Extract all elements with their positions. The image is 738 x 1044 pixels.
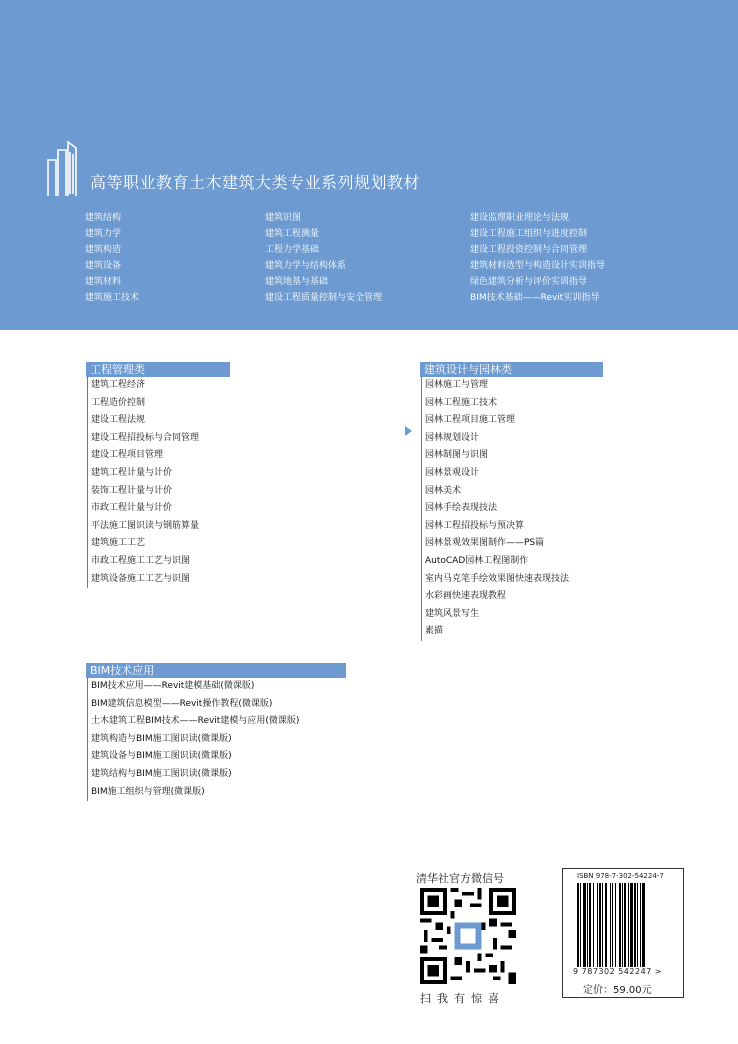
header-item: 建筑力学与结构体系 — [265, 261, 347, 271]
list-item: 园林工程施工技术 — [425, 397, 498, 408]
barcode-panel — [562, 868, 684, 998]
header-column-1 — [85, 210, 139, 306]
building-logo-icon — [46, 140, 80, 196]
engineering-management-section — [86, 362, 230, 588]
list-item: 建筑施工工艺 — [91, 538, 146, 549]
list-item: AutoCAD园林工程图制作 — [425, 555, 529, 566]
list-item: 建筑结构与BIM施工图识读(微课版) — [91, 768, 232, 779]
list-item: 建筑工程计量与计价 — [91, 467, 173, 478]
list-item: 建筑设备施工工艺与识图 — [91, 573, 191, 584]
wechat-label: 清华社官方微信号 — [416, 872, 504, 885]
list-item: 园林规划设计 — [425, 432, 480, 443]
header-item: 建设工程投资控制与合同管理 — [470, 245, 588, 255]
header-item: 建设工程施工组织与进度控制 — [470, 229, 588, 239]
header-item: 工程力学基础 — [265, 245, 320, 255]
series-title: 高等职业教育土木建筑大类专业系列规划教材 — [90, 173, 421, 192]
header-item: 建筑力学 — [85, 229, 122, 239]
list-item: 水彩画快速表现教程 — [425, 591, 507, 602]
list-item: 园林手绘表现技法 — [425, 503, 498, 514]
list-item: 园林景观效果图制作——PS篇 — [425, 538, 545, 549]
book-list — [87, 678, 346, 801]
list-item: 园林景观设计 — [425, 467, 480, 478]
list-item: 园林制图与识图 — [425, 450, 489, 461]
barcode-number: 9 787302 542247 > — [573, 967, 662, 976]
header-item: 建筑结构 — [85, 213, 122, 223]
list-item: 工程造价控制 — [91, 397, 146, 408]
qr-code-icon — [420, 888, 516, 984]
section-heading: BIM技术应用 — [86, 663, 346, 678]
header-item: 建筑施工技术 — [85, 293, 140, 303]
list-item: 园林工程项目施工管理 — [425, 415, 516, 426]
header-item: 建筑材料 — [85, 277, 122, 287]
header-item: 建筑设备 — [85, 261, 122, 271]
price-label: 定价：59.00元 — [583, 985, 652, 996]
header-item: 建筑材料选型与构造设计实训指导 — [470, 261, 606, 271]
list-item: 建筑设备与BIM施工图识读(微课版) — [91, 751, 232, 762]
header-item: 建筑识图 — [265, 213, 302, 223]
header-column-2 — [265, 210, 382, 306]
header-item: 建筑构造 — [85, 245, 122, 255]
list-item: 建设工程项目管理 — [91, 450, 164, 461]
list-item: 装饰工程计量与计价 — [91, 485, 173, 496]
header-item: 建筑地基与基础 — [265, 277, 329, 287]
list-item: 市政工程计量与计价 — [91, 503, 173, 514]
list-item: 建筑构造与BIM施工图识读(微课版) — [91, 733, 232, 744]
list-item: BIM建筑信息模型——Revit操作教程(微课版) — [91, 698, 273, 709]
list-item: 建筑风景写生 — [425, 608, 480, 619]
list-item: BIM技术应用——Revit建模基础(微课版) — [91, 681, 255, 691]
header-item: 建设工程质量控制与安全管理 — [265, 293, 383, 303]
header-item: BIM技术基础——Revit实训指导 — [470, 293, 600, 303]
list-item: 园林美术 — [425, 485, 462, 496]
book-list — [421, 377, 603, 641]
list-item: 建设工程招投标与合同管理 — [91, 432, 200, 443]
scan-label: 扫我有惊喜 — [420, 992, 505, 1005]
header-band — [0, 0, 738, 330]
section-heading: 建筑设计与园林类 — [420, 362, 603, 377]
triangle-marker-icon — [405, 426, 412, 436]
list-item: 建设工程法规 — [91, 415, 146, 426]
section-heading: 工程管理类 — [86, 362, 230, 377]
list-item: 建筑工程经济 — [91, 380, 146, 390]
list-item: 土木建筑工程BIM技术——Revit建模与应用(微课版) — [91, 716, 300, 727]
list-item: 市政工程施工工艺与识图 — [91, 555, 191, 566]
list-item: 室内马克笔手绘效果图快速表现技法 — [425, 573, 570, 584]
list-item: 园林施工与管理 — [425, 380, 489, 390]
list-item: 平法施工图识读与钢筋算量 — [91, 520, 200, 531]
list-item: 园林工程招投标与预决算 — [425, 520, 525, 531]
bim-section — [86, 663, 346, 801]
barcode-icon — [577, 883, 671, 967]
header-column-3 — [470, 210, 605, 306]
isbn-text: ISBN 978-7-302-54224-7 — [577, 872, 664, 880]
header-item: 建设监理职业理论与法规 — [470, 213, 570, 223]
header-item: 建筑工程测量 — [265, 229, 320, 239]
list-item: BIM施工组织与管理(微课版) — [91, 786, 205, 797]
header-item: 绿色建筑分析与评价实训指导 — [470, 277, 588, 287]
design-landscape-section — [420, 362, 603, 641]
book-list — [87, 377, 230, 588]
list-item: 素描 — [425, 626, 444, 637]
